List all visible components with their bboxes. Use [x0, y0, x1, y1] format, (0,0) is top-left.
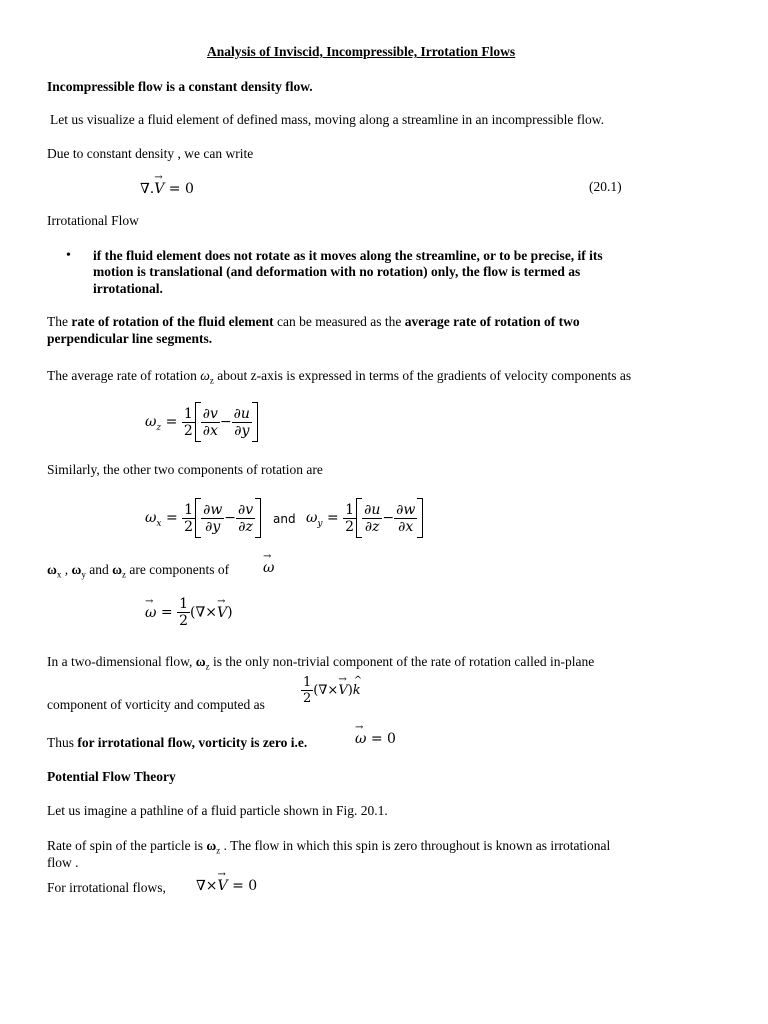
rate-paragraph-line-2: perpendicular line segments. — [47, 331, 213, 346]
components-paragraph: $\omega_x$ , $\omega_y$ and $\omega_z$ are components of — [47, 562, 230, 580]
spin-paragraph-line-1: Rate of spin of the particle is $\omega_z$ . The flow in which this spin is zero throughout is known as irrotational — [47, 838, 611, 856]
pathline-paragraph: Let us imagine a pathline of a fluid particle shown in Fig. 20.1. — [47, 803, 388, 818]
constant-density-paragraph: Due to constant density , we can write — [47, 146, 254, 161]
component-vorticity-paragraph: component of vorticity and computed as — [47, 697, 265, 712]
similarly-paragraph: Similarly, the other two components of rotation are — [47, 462, 323, 477]
average-rate-paragraph: The average rate of rotation $\omega_z$ about z-axis is expressed in terms of the gradients of velocity components as — [47, 368, 632, 386]
page-title: Analysis of Inviscid, Incompressible, Irrotation Flows — [207, 44, 516, 59]
omega-vector-symbol: → ω — [263, 561, 274, 575]
two-dimensional-paragraph: In a two-dimensional flow, $\omega_z$ is the only non-trivial component of the rate of rotation called in-plane — [47, 654, 595, 672]
spin-paragraph-line-2: flow . — [47, 855, 79, 870]
bullet-line-2: motion is translational (and deformation with no rotation) only, the flow is termed as — [93, 264, 581, 279]
equation-omega-x: $\omega_x$ = $\frac{1}{2}$ $\frac{\partial w}{\partial y}$ − $\frac{\partial v}{\partial z}$ — [145, 498, 261, 538]
rate-paragraph-line-1: The rate of rotation of the fluid element can be measured as the average rate of rotation of two — [47, 314, 580, 329]
potential-flow-heading: Potential Flow Theory — [47, 769, 176, 784]
equation-divergence: ∇.→ V = 0 — [140, 182, 194, 196]
bullet-line-1: if the fluid element does not rotate as it moves along the streamline, or to be precise, if its — [93, 248, 603, 263]
equation-omega-vector: → ω = $\frac{1}{2}$ (∇×→ V) — [145, 597, 233, 628]
bullet-marker: • — [66, 248, 71, 263]
equation-omega-z: $\omega_z$ = $\frac{1}{2}$ $\frac{\partial v}{\partial x}$ − $\frac{\partial u}{\partial y}$ — [145, 402, 258, 442]
thus-paragraph: Thus for irrotational flow, vorticity is zero i.e. — [47, 735, 308, 750]
equation-and-label: and — [273, 512, 296, 526]
incompressible-statement: Incompressible flow is a constant density flow. — [47, 79, 313, 94]
visualize-paragraph: Let us visualize a fluid element of defined mass, moving along a streamline in an incompressible flow. — [50, 112, 604, 127]
equation-number-20-1: (20.1) — [589, 179, 622, 194]
equation-omega-y: $\omega_y$ = $\frac{1}{2}$ $\frac{\partial u}{\partial z}$ − $\frac{\partial w}{\partial x}$ — [306, 498, 423, 538]
bullet-line-3: irrotational. — [93, 281, 163, 296]
for-irrotational-paragraph: For irrotational flows, — [47, 880, 166, 895]
equation-omega-zero: → ω = 0 — [355, 732, 396, 746]
equation-curl-zero: ∇×→ V = 0 — [196, 879, 257, 893]
irrotational-heading: Irrotational Flow — [47, 213, 139, 228]
equation-in-plane-vorticity: $\frac{1}{2}$ (∇×→ V)^ k — [301, 676, 361, 705]
